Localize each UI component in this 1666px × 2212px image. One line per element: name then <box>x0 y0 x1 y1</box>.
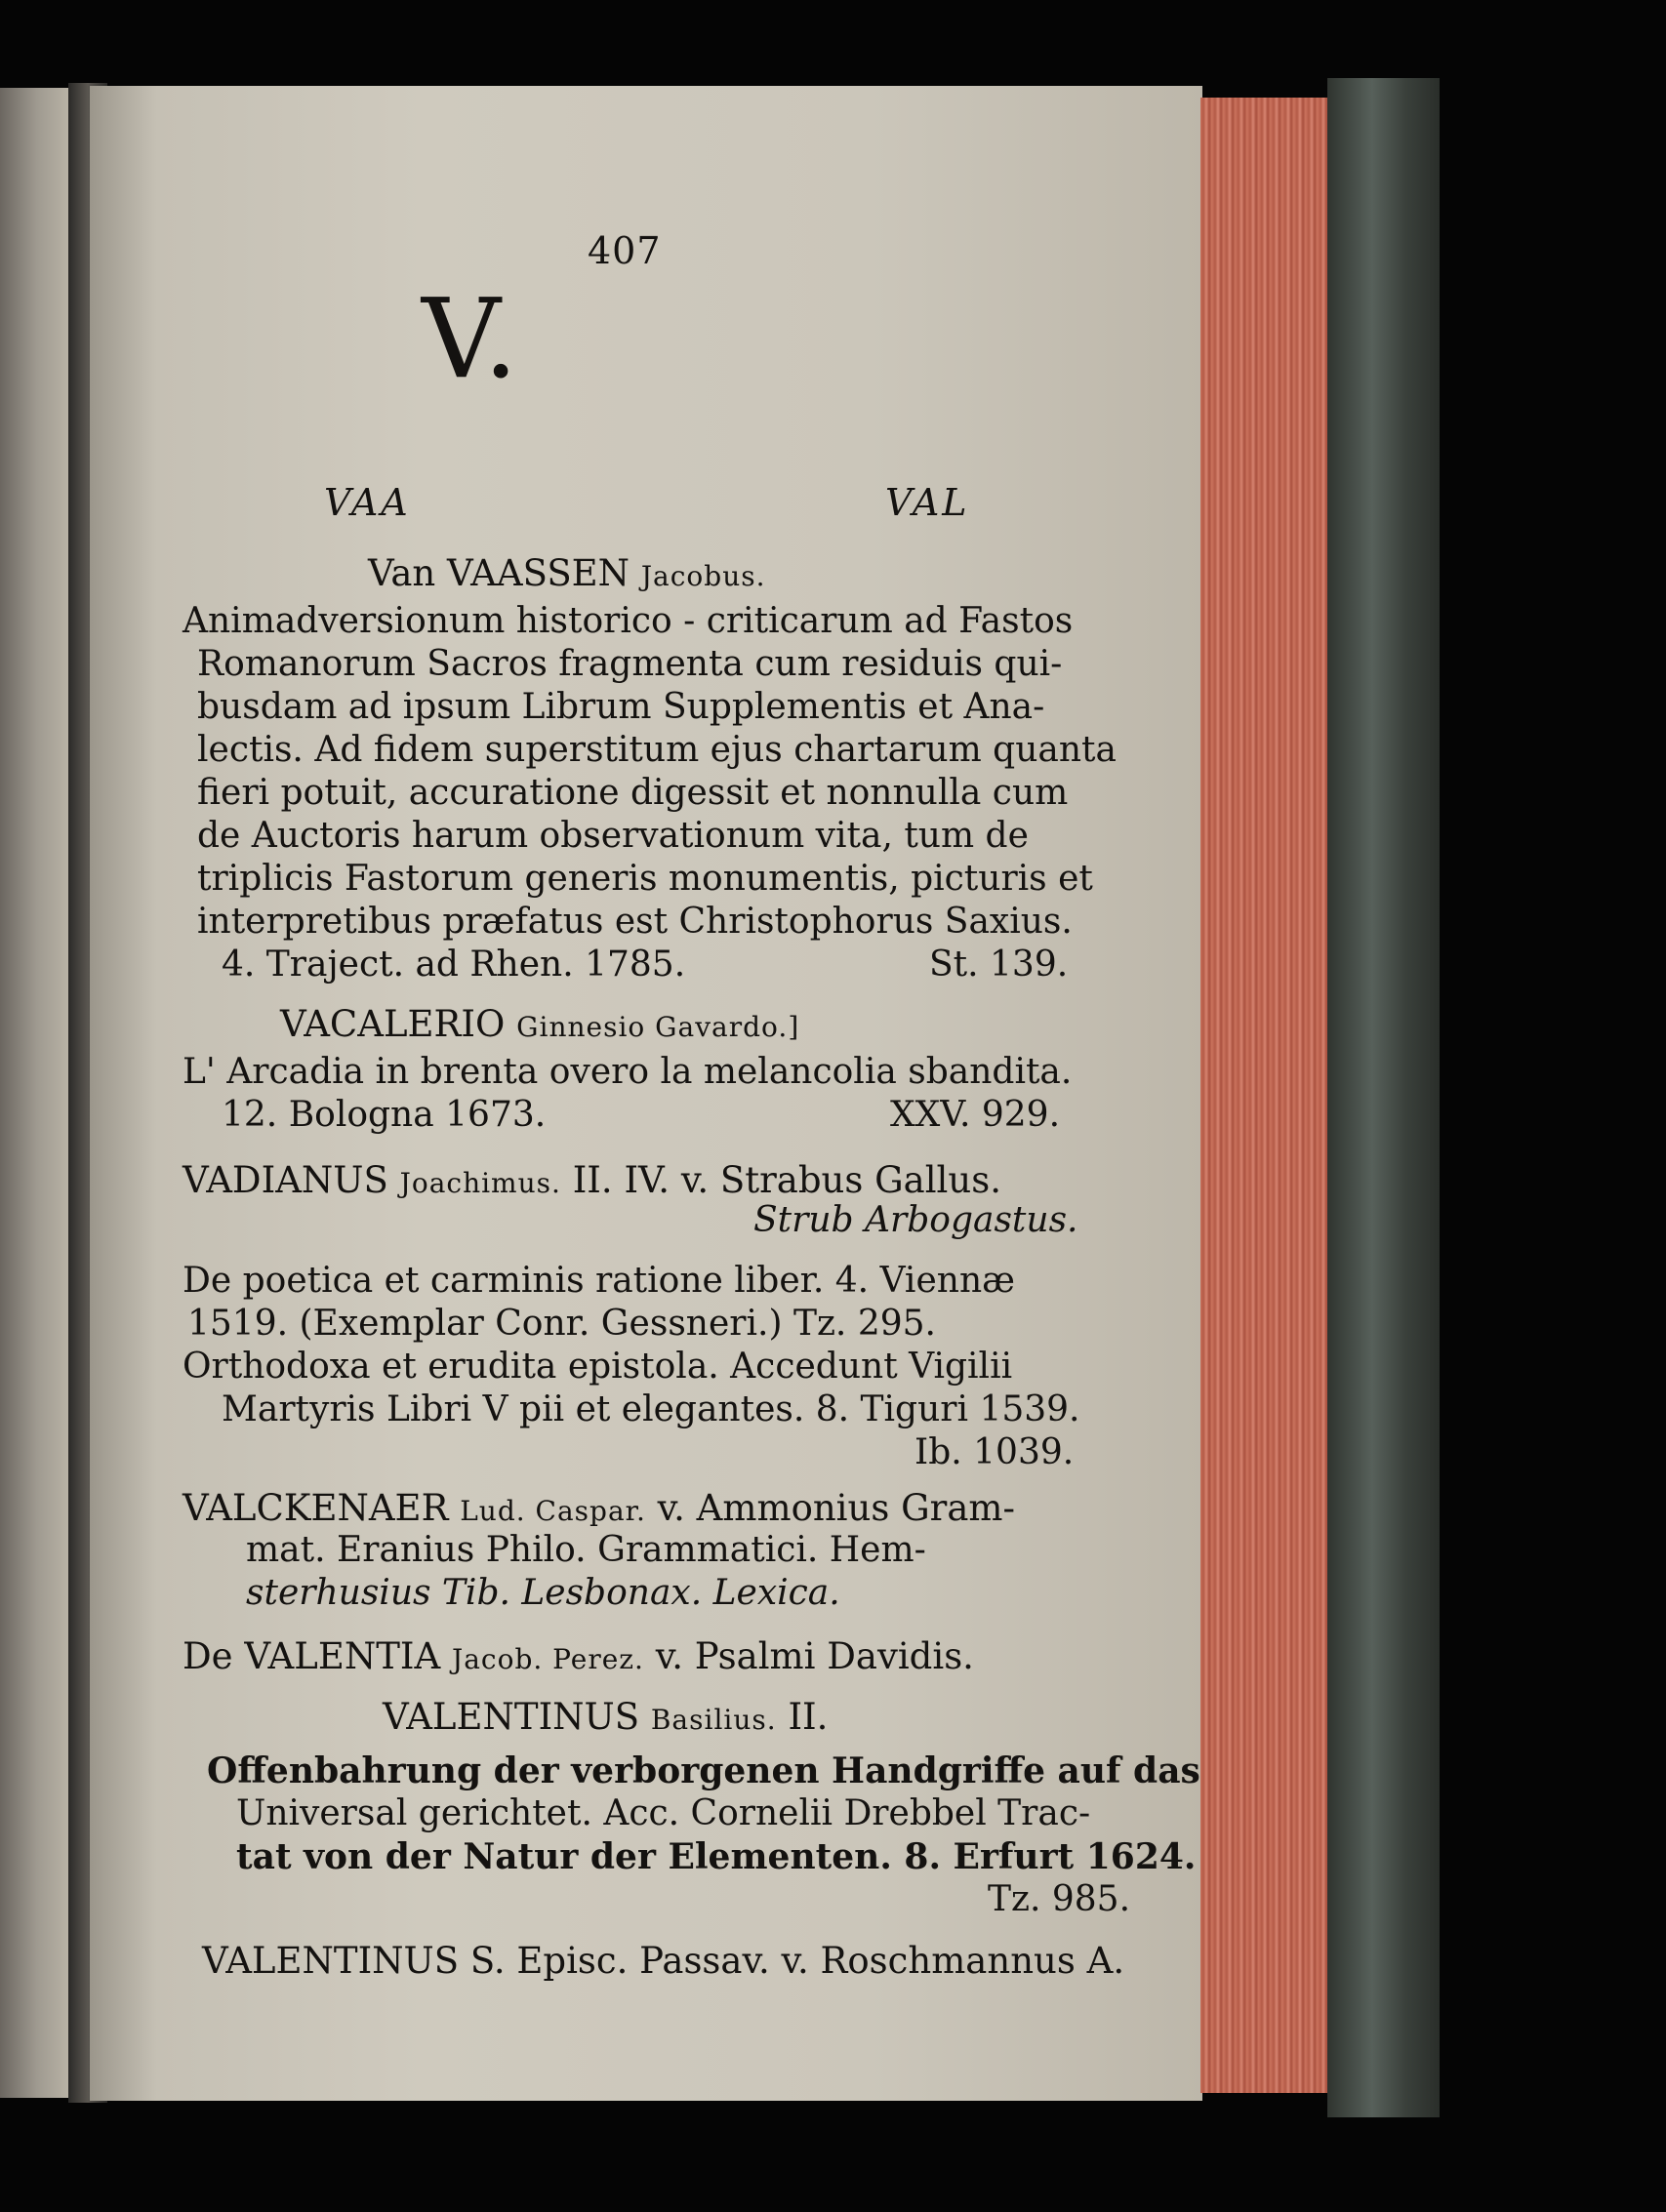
entry-heading: De VALENTIA Jacob. Perez. v. Psalmi Davidis. <box>183 1635 974 1677</box>
running-head-left: VAA <box>324 481 411 524</box>
entry-line: Romanorum Sacros fragmenta cum residuis qui- <box>197 644 1063 684</box>
entry-imprint: 4. Traject. ad Rhen. 1785. <box>222 945 686 985</box>
running-head-right: VAL <box>885 481 970 524</box>
entry-line: Animadversionum historico - criticarum ad Fastos <box>183 601 1074 641</box>
entry-line: Universal gerichtet. Acc. Cornelii Drebbel Trac- <box>236 1793 1091 1833</box>
page-edges <box>1200 98 1337 2093</box>
entry-line: sterhusius Tib. Lesbonax. Lexica. <box>246 1573 840 1613</box>
entry-line: De poetica et carminis ratione liber. 4. Viennæ <box>183 1261 1015 1301</box>
entry-line: mat. Eranius Philo. Grammatici. Hem- <box>246 1530 926 1570</box>
entry-line: de Auctoris harum observationum vita, tum de <box>197 816 1029 856</box>
entry-line: Offenbahrung der verborgenen Handgriffe auf das <box>207 1750 1200 1791</box>
entry-line: Ib. 1039. <box>914 1432 1075 1472</box>
book-page <box>90 86 1202 2101</box>
entry-line: tat von der Natur der Elementen. 8. Erfurt 1624. <box>236 1836 1197 1877</box>
entry-heading: Van VAASSEN Jacobus. <box>368 552 766 594</box>
entry-heading: VALENTINUS S. Episc. Passav. v. Roschmannus A. <box>202 1940 1125 1982</box>
page-number: 407 <box>588 229 662 272</box>
entry-heading: VADIANUS Joachimus. II. IV. v. Strabus Gallus. <box>183 1159 1001 1201</box>
entry-heading: VACALERIO Ginnesio Gavardo.] <box>280 1003 800 1045</box>
entry-line: L' Arcadia in brenta overo la melancolia sbandita. <box>183 1052 1073 1092</box>
shelf-mark: Tz. 985. <box>988 1879 1131 1919</box>
entry-line: fieri potuit, accuratione digessit et nonnulla cum <box>197 773 1069 813</box>
entry-imprint: 12. Bologna 1673. <box>222 1095 547 1135</box>
entry-line: lectis. Ad fidem superstitum ejus chartarum quanta <box>197 730 1117 770</box>
shelf-mark: St. 139. <box>929 945 1069 985</box>
shelf-mark: XXV. 929. <box>890 1095 1061 1135</box>
entry-line: interpretibus præfatus est Christophorus Saxius. <box>197 902 1073 942</box>
entry-line: Martyris Libri V pii et elegantes. 8. Tiguri 1539. <box>222 1389 1080 1429</box>
entry-line: 1519. (Exemplar Conr. Gessneri.) Tz. 295. <box>187 1304 936 1344</box>
book-cover <box>1327 78 1440 2117</box>
entry-heading: VALCKENAER Lud. Caspar. v. Ammonius Gram- <box>183 1487 1015 1529</box>
entry-heading-continuation: Strub Arbogastus. <box>753 1200 1078 1240</box>
entry-heading: VALENTINUS Basilius. II. <box>383 1696 829 1738</box>
entry-line: Orthodoxa et erudita epistola. Accedunt Vigilii <box>183 1347 1013 1387</box>
section-letter: V. <box>422 276 520 403</box>
entry-line: busdam ad ipsum Librum Supplementis et Ana- <box>197 687 1045 727</box>
entry-line: triplicis Fastorum generis monumentis, picturis et <box>197 859 1093 899</box>
